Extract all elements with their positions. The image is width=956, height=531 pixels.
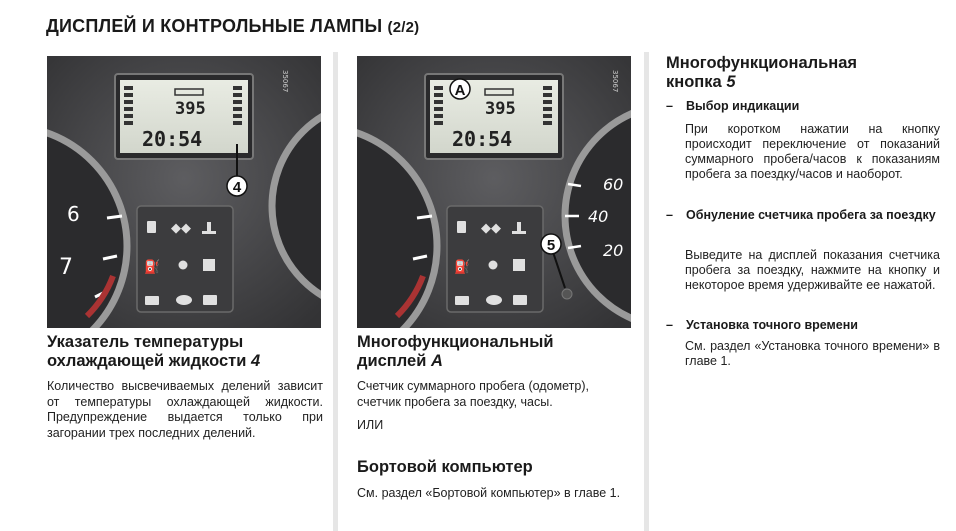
left-section-heading	[47, 333, 327, 371]
heading-line	[357, 352, 637, 371]
dashboard-photo-middle	[357, 56, 631, 328]
heading-text: дисплей	[357, 352, 427, 370]
list-dash: –	[666, 318, 673, 332]
list-item-text: См. раздел «Установка точного времени» в главе 1.	[685, 339, 940, 368]
or-label: ИЛИ	[357, 418, 384, 432]
dashboard-photo-left	[47, 56, 321, 328]
figure-ref-code: 35067	[611, 70, 619, 93]
list-item	[666, 99, 946, 114]
heading-line: Многофункциональный	[357, 333, 554, 351]
callout-label: 4	[232, 179, 242, 196]
middle-section-text: Счетчик суммарного пробега (одометр), счетчик пробега за поездку, часы.	[357, 379, 589, 409]
list-item-title: Установка точного времени	[686, 318, 858, 332]
heading-line	[666, 73, 946, 92]
list-dash: –	[666, 208, 673, 222]
figure-ref-code: 35067	[281, 70, 289, 93]
multifunction-button	[562, 289, 572, 299]
onboard-computer-heading: Бортовой компьютер	[357, 458, 533, 476]
svg-text:◆◆: ◆◆	[481, 221, 501, 236]
clock-readout: 20:54	[452, 127, 513, 151]
list-dash: –	[666, 99, 673, 113]
onboard-computer-text: См. раздел «Бортовой компьютер» в главе 1.	[357, 486, 621, 500]
gauge-label: 7	[59, 255, 73, 280]
middle-section-heading	[357, 333, 637, 371]
gauge-label: 20	[603, 241, 624, 260]
heading-line: Указатель температуры	[47, 333, 244, 351]
heading-ref: 4	[250, 352, 261, 370]
heading-ref: A	[430, 352, 443, 370]
list-item	[666, 208, 938, 223]
svg-text:◆◆: ◆◆	[171, 221, 191, 236]
page-title-text: ДИСПЛЕЙ И КОНТРОЛЬНЫЕ ЛАМПЫ	[46, 16, 383, 36]
odometer-readout: 395	[485, 99, 516, 119]
gauge-label: 40	[588, 207, 609, 226]
heading-ref: 5	[726, 73, 736, 91]
list-item-title: Обнуление счетчика пробега за поездку	[686, 208, 936, 222]
column-separator	[333, 52, 338, 531]
page-number: (2/2)	[387, 19, 420, 36]
list-item-text: При коротком нажатии на кнопку происходит переключение от показаний суммарного пробега/часов к показаниям пробега за поездку/часов и наоборот.	[685, 122, 940, 181]
callout-label: A	[454, 82, 466, 99]
page-title	[46, 16, 419, 37]
heading-line: Многофункциональная	[666, 54, 858, 72]
gauge-label: 6	[67, 202, 80, 226]
heading-line	[47, 352, 327, 371]
list-item	[666, 318, 946, 333]
right-section-heading	[666, 54, 946, 92]
svg-text:⛽: ⛽	[144, 260, 161, 275]
gauge-label: 60	[603, 175, 624, 194]
clock-readout: 20:54	[142, 127, 203, 151]
left-section-text: Количество высвечиваемых делений зависит от температуры охлаждающей жидкости. Предупреждение выдается только при загорании трех последних делений.	[47, 379, 323, 440]
odometer-readout: 395	[175, 99, 206, 119]
column-separator	[644, 52, 649, 531]
callout-label: 5	[546, 237, 556, 254]
list-item-text: Выведите на дисплей показания счетчика пробега за поездку, нажмите на кнопку и некоторое время удерживайте ее нажатой.	[685, 248, 940, 292]
heading-text: охлаждающей жидкости	[47, 352, 247, 370]
svg-text:⛽: ⛽	[454, 260, 471, 275]
list-item-title: Выбор индикации	[686, 99, 800, 113]
heading-text: кнопка	[666, 73, 722, 91]
